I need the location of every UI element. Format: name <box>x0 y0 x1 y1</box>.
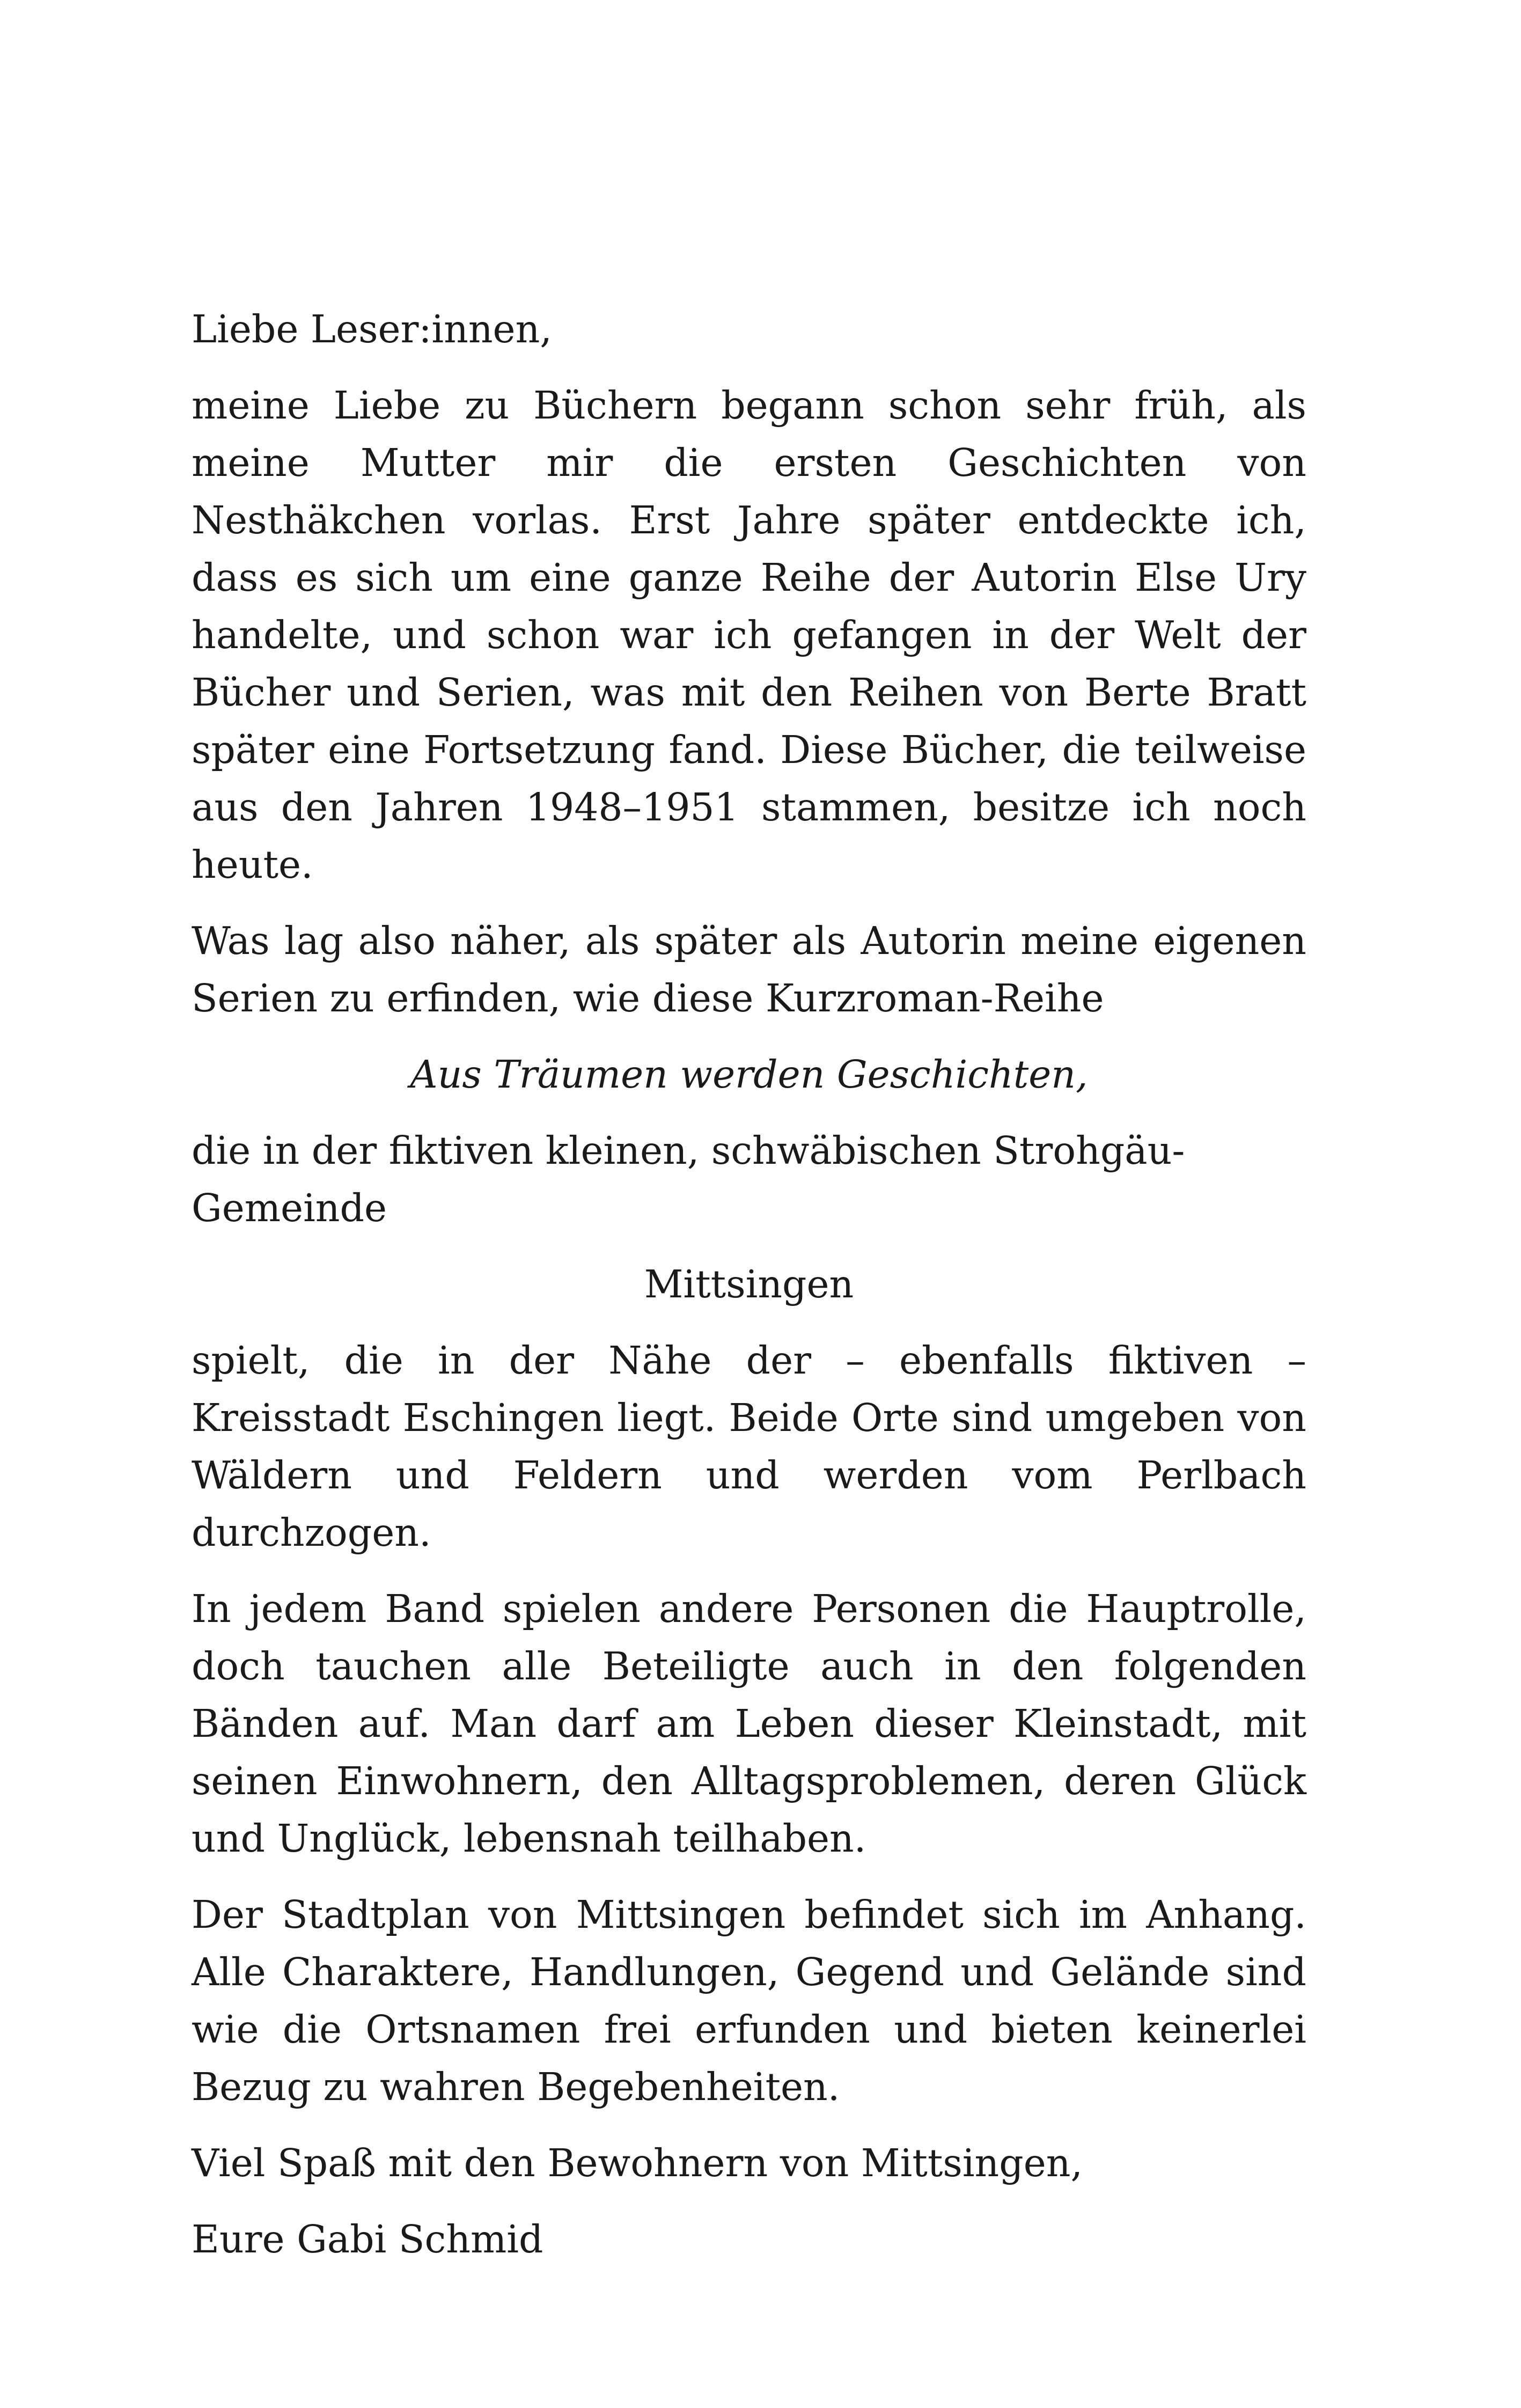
series-title: Aus Träumen werden Geschichten, <box>410 1052 1088 1097</box>
paragraph-disclaimer: Der Stadtplan von Mittsingen befindet sich im Anhang. Alle Charaktere, Handlungen, Gegend und Gelände sind wie die Ortsnamen frei erfunden und bieten keinerlei Bezug zu wahren Begebenheiten. <box>192 1892 1306 2109</box>
letter-closing: Viel Spaß mit den Bewohnern von Mittsingen, <box>192 2141 1083 2185</box>
paragraph-childhood-reading: meine Liebe zu Büchern begann schon sehr früh, als meine Mutter mir die ersten Geschichten von Nesthäkchen vorlas. Erst Jahre später entdeckte ich, dass es sich um eine ganze Reihe der Autorin Else Ury handelte, und schon war ich gefangen in der Welt der Bücher und Serien, was mit den Reihen von Berte Bratt später eine Fortsetzung fand. Diese Bücher, die teilweise aus den Jahren 1948–1951 stammen, besitze ich noch heute. <box>192 383 1306 887</box>
letter-signature: Eure Gabi Schmid <box>192 2217 543 2262</box>
town-name: Mittsingen <box>644 1262 854 1306</box>
letter-greeting: Liebe Leser:innen, <box>192 307 552 351</box>
letter-page <box>192 300 1306 2287</box>
paragraph-setting-intro: die in der fiktiven kleinen, schwäbischen Strohgäu-Gemeinde <box>192 1128 1185 1230</box>
paragraph-characters: In jedem Band spielen andere Personen die Hauptrolle, doch tauchen alle Beteiligte auch in den folgenden Bänden auf. Man darf am Leben dieser Kleinstadt, mit seinen Einwohnern, den Alltagsproblemen, deren Glück und Unglück, lebensnah teilhaben. <box>192 1587 1306 1861</box>
paragraph-own-series: Was lag also näher, als später als Autorin meine eigenen Serien zu erfinden, wie diese Kurzroman-Reihe <box>192 919 1306 1021</box>
paragraph-setting-description: spielt, die in der Nähe der – ebenfalls fiktiven – Kreisstadt Eschingen liegt. Beide Orte sind umgeben von Wäldern und Feldern und werden vom Perlbach durchzogen. <box>192 1338 1306 1555</box>
